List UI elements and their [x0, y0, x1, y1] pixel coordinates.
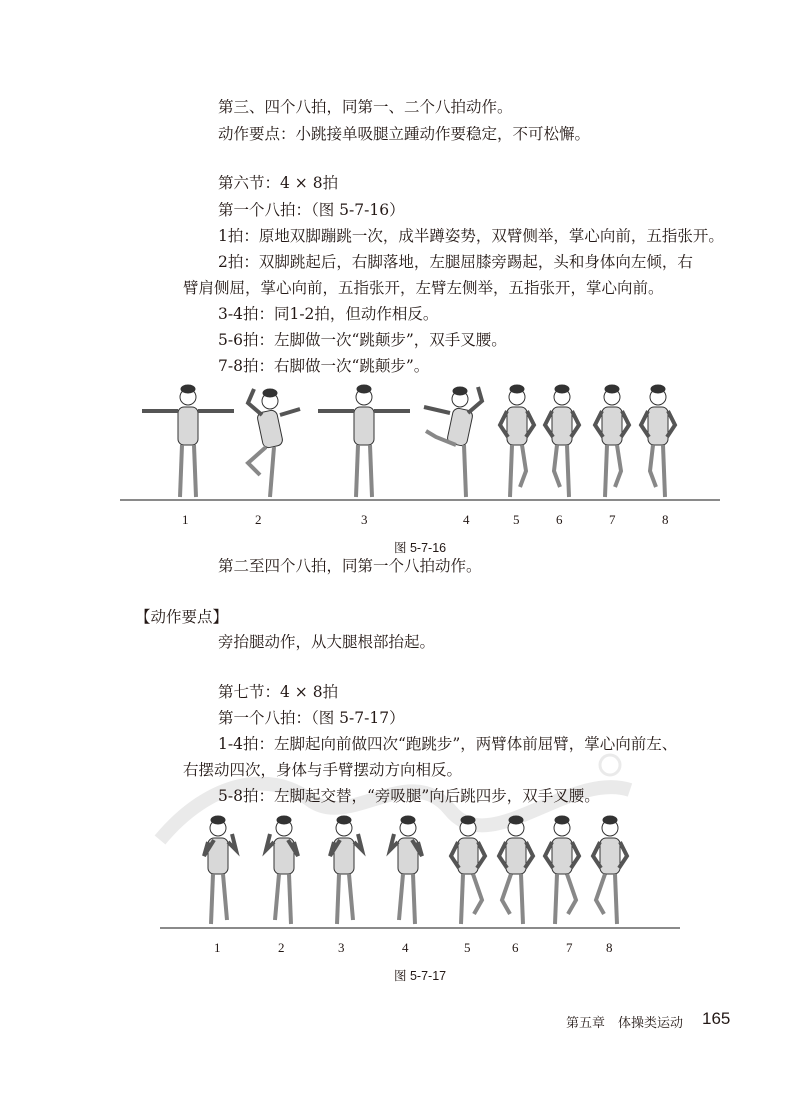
beat-1-4-line2: 右摆动四次，身体与手臂摆动方向相反。: [183, 761, 463, 779]
dancer-b-figure-5: [451, 816, 485, 924]
page-number: 165: [702, 1009, 731, 1028]
fig2-label-5: 5: [464, 940, 471, 955]
figure-5-7-17: [160, 810, 680, 935]
beat-1: 1拍：原地双脚蹦跳一次，成半蹲姿势，双臂侧举，掌心向前，五指张开。: [218, 227, 724, 245]
dancer-figure-1: [142, 385, 234, 497]
section-6-title: 第六节：4 × 8拍: [218, 174, 339, 192]
dancer-b-figure-8: [593, 816, 627, 924]
key-points-heading: 【动作要点】: [135, 609, 229, 626]
paragraph-2: 动作要点：小跳接单吸腿立踵动作要稳定，不可松懈。: [218, 125, 591, 143]
section-6-first-eight: 第一个八拍：（图 5-7-16）: [218, 201, 405, 219]
fig1-label-1: 1: [182, 512, 189, 527]
dancer-b-figure-6: [499, 816, 533, 924]
dancer-b-figure-2: [266, 816, 298, 924]
paragraph-1: 第三、四个八拍，同第一、二个八拍动作。: [218, 98, 513, 116]
beat-2-line2: 臂肩侧屈，掌心向前，五指张开，左臂左侧举，五指张开，掌心向前。: [183, 279, 664, 297]
fig2-label-3: 3: [338, 940, 345, 955]
fig1-label-7: 7: [609, 512, 616, 527]
fig1-label-5: 5: [513, 512, 520, 527]
fig1-label-2: 2: [255, 512, 262, 527]
figure-5-7-16-caption: 图 5-7-16: [394, 541, 447, 555]
chapter-footer: 第五章 体操类运动: [566, 1016, 684, 1031]
paragraph-second-to-fourth: 第二至四个八拍，同第一个八拍动作。: [218, 557, 482, 575]
dancer-b-figure-3: [330, 816, 362, 924]
fig2-label-7: 7: [566, 940, 573, 955]
dancer-figure-4: [424, 387, 482, 497]
beat-7-8: 7-8拍：右脚做一次“跳颠步”。: [218, 357, 430, 375]
fig2-label-1: 1: [214, 940, 221, 955]
section-7-title: 第七节：4 × 8拍: [218, 683, 339, 701]
beat-1-4-line1: 1-4拍：左脚起向前做四次“跑跳步”，两臂体前屈臂，掌心向前左、: [218, 735, 678, 753]
beat-5-8: 5-8拍：左脚起交替，“旁吸腿”向后跳四步，双手叉腰。: [218, 787, 600, 805]
figure-5-7-17-caption: 图 5-7-17: [394, 969, 447, 983]
beat-2-line1: 2拍：双脚跳起后，右脚落地，左腿屈膝旁踢起，头和身体向左倾，右: [218, 253, 693, 271]
dancer-figure-6: [545, 385, 579, 497]
fig2-label-6: 6: [512, 940, 519, 955]
fig1-label-6: 6: [556, 512, 563, 527]
fig1-label-4: 4: [463, 512, 470, 527]
dancer-figure-5: [500, 385, 534, 497]
dancer-figure-2: [248, 389, 300, 497]
beat-5-6: 5-6拍：左脚做一次“跳颠步”，双手叉腰。: [218, 331, 507, 349]
figure-5-7-16: [120, 375, 720, 505]
dancer-figure-3: [318, 385, 410, 497]
fig2-label-8: 8: [606, 940, 613, 955]
fig2-label-2: 2: [278, 940, 285, 955]
section-7-first-eight: 第一个八拍：（图 5-7-17）: [218, 709, 405, 727]
key-points-text: 旁抬腿动作，从大腿根部抬起。: [218, 633, 436, 651]
fig2-label-4: 4: [402, 940, 409, 955]
fig1-label-3: 3: [361, 512, 368, 527]
dancer-b-figure-4: [390, 816, 422, 924]
beat-3-4: 3-4拍：同1-2拍，但动作相反。: [218, 305, 439, 323]
dancer-b-figure-1: [204, 816, 236, 924]
dancer-b-figure-7: [545, 816, 579, 924]
fig1-label-8: 8: [662, 512, 669, 527]
dancer-figure-7: [595, 385, 629, 497]
dancer-figure-8: [641, 385, 675, 497]
